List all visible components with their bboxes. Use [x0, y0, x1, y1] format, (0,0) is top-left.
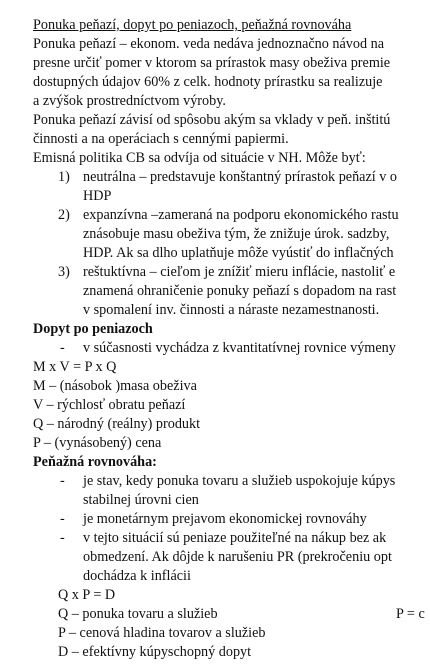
list-marker: 2) — [58, 207, 70, 223]
section-heading: Peňažná rovnováha: — [33, 454, 157, 470]
list-item-line: je monetárnym prejavom ekonomickej rovnováhy — [83, 511, 367, 527]
definition-line: V – rýchlosť obratu peňazí — [33, 397, 186, 413]
list-marker: 1) — [58, 169, 70, 185]
definition-line: D – efektívny kúpyschopný dopyt — [58, 644, 252, 660]
list-marker: - — [60, 530, 65, 546]
section-heading: Dopyt po peniazoch — [33, 321, 153, 337]
list-marker: - — [60, 340, 65, 356]
list-item-line: znásobuje masu obeživa tým, že znižuje úrok. sadzby, — [83, 226, 390, 242]
list-item-line: v spomalení inv. činnosti a náraste nezamestnanosti. — [83, 302, 380, 318]
list-marker: 3) — [58, 264, 70, 280]
formula-line: M x V = P x Q — [33, 359, 117, 375]
paragraph-line: presne určiť pomer v ktorom sa prírastok masy obeživa premie — [33, 55, 391, 71]
aside-text: P = c — [396, 606, 425, 622]
list-marker: - — [60, 473, 65, 489]
definition-line: Q – ponuka tovaru a služieb — [58, 606, 218, 622]
document-title: Ponuka peňazí, dopyt po peniazoch, peňažná rovnováha — [33, 17, 352, 33]
paragraph-line: a zvýšok prostredníctvom výroby. — [33, 93, 226, 109]
paragraph-line: Ponuka peňazí – ekonom. veda nedáva jednoznačno návod na — [33, 36, 385, 52]
paragraph-line: Emisná politika CB sa odvíja od situácie v NH. Môže byť: — [33, 150, 366, 166]
paragraph-line: dostupných údajov 60% z celk. hodnoty prírastku sa realizuje — [33, 74, 383, 90]
list-item-line: obmedzení. Ak dôjde k narušeniu PR (prekročeniu opt — [83, 549, 392, 565]
list-item-line: stabilnej úrovni cien — [83, 492, 199, 508]
list-item-line: v tejto situácií sú peniaze použiteľné na nákup bez ak — [83, 530, 387, 546]
formula-line: Q x P = D — [58, 587, 116, 603]
list-item-line: neutrálna – predstavuje konštantný prírastok peňazí v o — [83, 169, 398, 185]
paragraph-line: činnosti a na operáciach s cennými papiermi. — [33, 131, 289, 147]
paragraph-line: Ponuka peňazí závisí od spôsobu akým sa vklady v peň. inštitú — [33, 112, 391, 128]
list-item-line: v súčasnosti vychádza z kvantitatívnej rovnice výmeny — [83, 340, 396, 356]
list-item-line: expanzívna –zameraná na podporu ekonomického rastu — [83, 207, 399, 223]
list-item-line: je stav, kedy ponuka tovaru a služieb uspokojuje kúpys — [83, 473, 396, 489]
list-marker: - — [60, 511, 65, 527]
list-item-line: dochádza k inflácii — [83, 568, 191, 584]
definition-line: M – (násobok )masa obeživa — [33, 378, 197, 394]
definition-line: P – cenová hladina tovarov a služieb — [58, 625, 266, 641]
definition-line: P – (vynásobený) cena — [33, 435, 162, 451]
list-item-line: HDP. Ak sa dlho uplatňuje môže vyústiť do inflačných — [83, 245, 394, 261]
list-item-line: znamená ohraničenie ponuky peňazí s dopadom na rast — [83, 283, 397, 299]
list-item-line: reštuktívna – cieľom je znížiť mieru inflácie, nastoliť e — [83, 264, 396, 280]
definition-line: Q – národný (reálny) produkt — [33, 416, 201, 432]
list-item-line: HDP — [83, 188, 112, 204]
